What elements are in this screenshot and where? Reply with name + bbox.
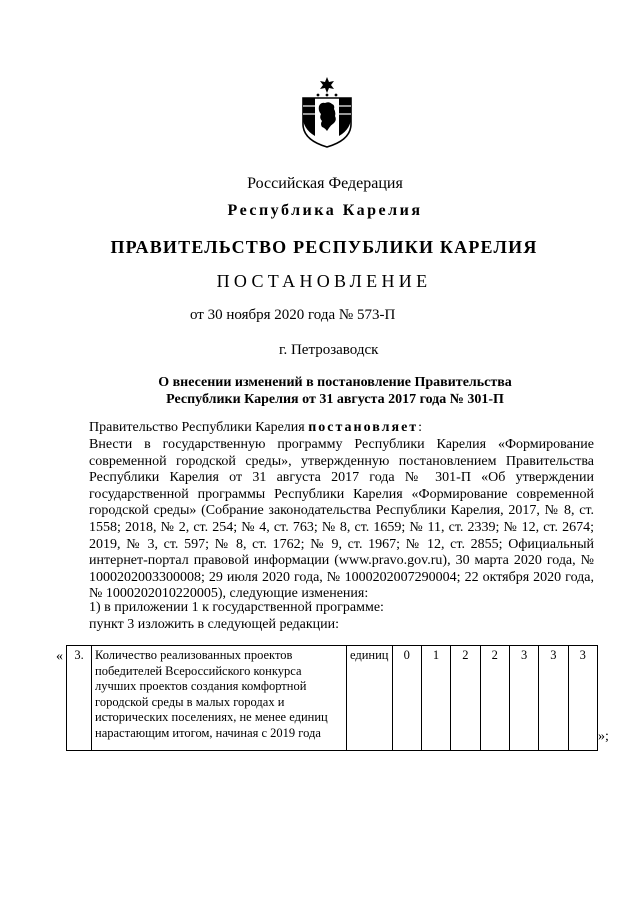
indicator-table bbox=[66, 645, 598, 751]
intro-prefix: Правительство Республики Карелия bbox=[89, 420, 309, 435]
main-paragraph-wrapper bbox=[89, 437, 594, 603]
subject-line-1: О внесении изменений в постановление Правительства bbox=[158, 375, 512, 390]
coat-of-arms-emblem bbox=[300, 76, 354, 148]
row-unit: единиц bbox=[347, 646, 393, 751]
row-number: 3. bbox=[67, 646, 92, 751]
main-paragraph: Внести в государственную программу Республики Карелия «Формирование современной городской среды», утвержденную постановлением Правительства Республики Карелия от 31 августа 2017 года № 301-П «Об утверждении государственной программы Республики Карелия «Формирование современной городской среды» (Собрание законодательства Республики Карелия, 2017, № 8, ст. 1558; 2018, № 2, ст. 254; № 4, ст. 763; № 8, ст. 1659; № 11, ст. 2339; № 12, ст. 2674; 2019, № 3, ст. 597; № 8, ст. 1762; № 9, ст. 1967; № 12, ст. 2855; Официальный интернет-портал правовой информации (www.pravo.gov.ru), 30 марта 2020 года, № 1000202003300008; 29 июля 2020 года, № 1000202007290004; 22 октября 2020 года, № 1000202010220005), следующие изменения: bbox=[89, 437, 594, 602]
item-1: 1) в приложении 1 к государственной программе: bbox=[89, 600, 384, 615]
table-row bbox=[67, 646, 598, 751]
row-value: 2 bbox=[451, 646, 480, 751]
table-quote-close: »; bbox=[598, 729, 609, 744]
row-value: 3 bbox=[509, 646, 538, 751]
item-2: пункт 3 изложить в следующей редакции: bbox=[89, 617, 339, 632]
row-indicator-name: Количество реализованных проектов победителей Всероссийского конкурса лучших проектов создания комфортной городской среды в малых городах и исторических поселениях, не менее единиц нарастающим итогом, начиная с 2019 года bbox=[92, 646, 347, 751]
decree-subject bbox=[150, 374, 520, 408]
decree-title: ПОСТАНОВЛЕНИЕ bbox=[216, 271, 432, 291]
government-heading: ПРАВИТЕЛЬСТВО РЕСПУБЛИКИ КАРЕЛИЯ bbox=[110, 237, 538, 257]
intro-bold-verb: постановляет bbox=[308, 420, 419, 435]
federation-heading: Российская Федерация bbox=[247, 175, 403, 192]
decree-date-number: от 30 ноября 2020 года № 573-П bbox=[190, 307, 396, 323]
row-value: 3 bbox=[539, 646, 568, 751]
row-value: 3 bbox=[568, 646, 597, 751]
intro-suffix: : bbox=[418, 420, 423, 435]
subject-line-2: Республики Карелия от 31 августа 2017 года № 301-П bbox=[166, 392, 504, 407]
table-quote-open: « bbox=[56, 649, 63, 664]
intro-sentence bbox=[89, 420, 594, 437]
city-name: г. Петрозаводск bbox=[279, 342, 379, 358]
republic-heading: Республика Карелия bbox=[227, 202, 423, 219]
row-value: 1 bbox=[421, 646, 450, 751]
decree-body bbox=[89, 420, 594, 437]
row-value: 0 bbox=[392, 646, 421, 751]
row-value: 2 bbox=[480, 646, 509, 751]
